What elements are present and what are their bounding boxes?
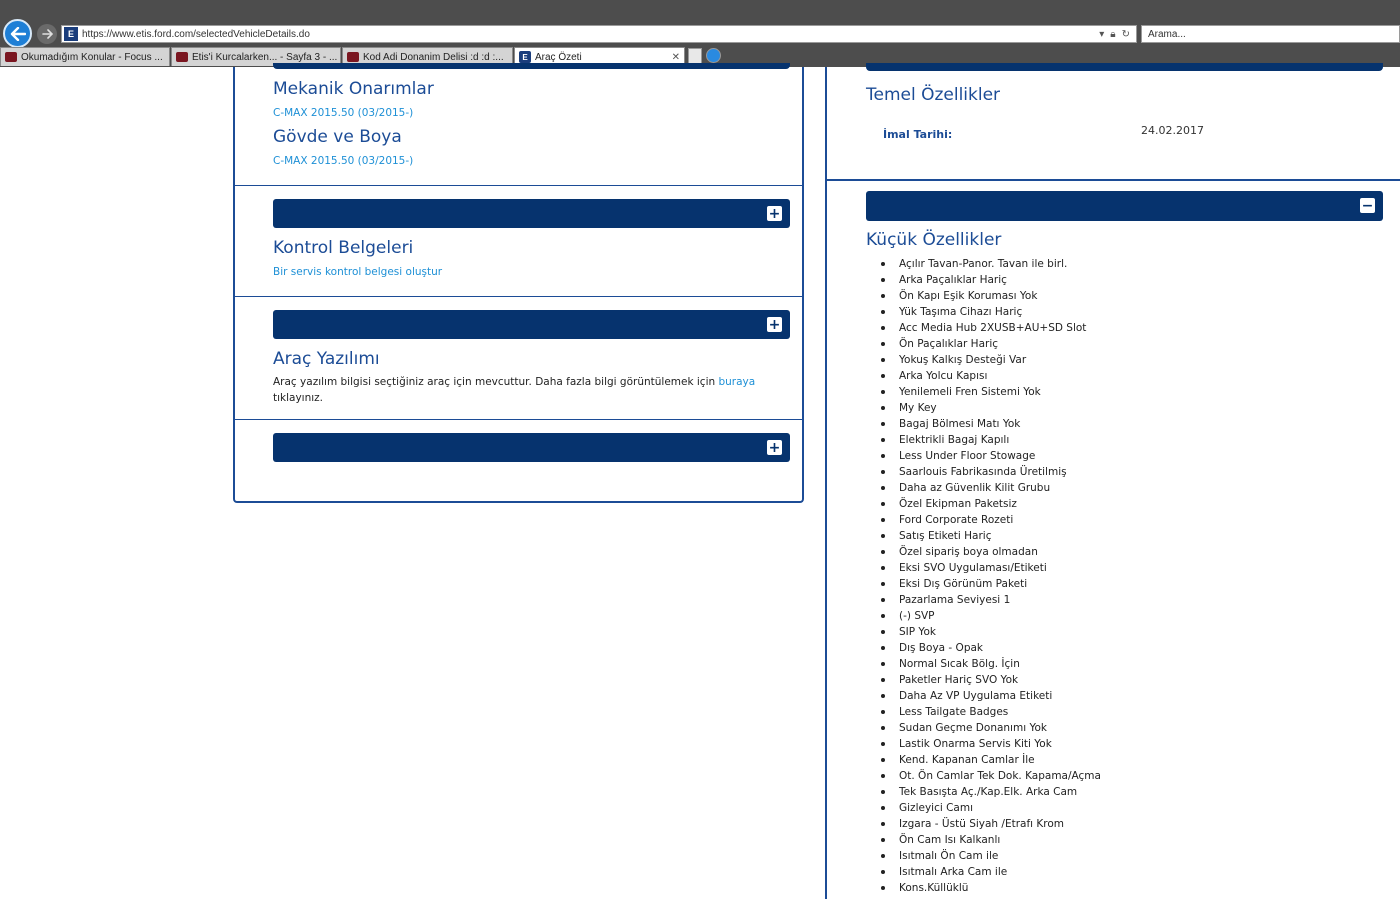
- forum-favicon-icon: [5, 52, 17, 62]
- forward-button[interactable]: [37, 24, 57, 44]
- feature-list-item: Normal Sıcak Bölg. İçin: [899, 656, 1101, 672]
- site-favicon-icon: E: [64, 27, 78, 41]
- back-button[interactable]: [3, 19, 32, 48]
- govde-link[interactable]: C-MAX 2015.50 (03/2015-): [273, 155, 414, 167]
- feature-list-item: Izgara - Üstü Siyah /Etrafı Krom: [899, 816, 1101, 832]
- divider: [827, 179, 1400, 181]
- feature-list-item: Ot. Ön Camlar Tek Dok. Kapama/Açma: [899, 770, 1101, 782]
- feature-list-item: Yokuş Kalkış Desteği Var: [899, 352, 1101, 368]
- feature-list-item: Paketler Hariç SVO Yok: [899, 672, 1101, 688]
- govde-title: Gövde ve Boya: [273, 127, 402, 147]
- new-tab-icon[interactable]: [688, 48, 702, 64]
- feature-list-item: My Key: [899, 400, 1101, 416]
- feature-list-item: Saarlouis Fabrikasında Üretilmiş: [899, 464, 1101, 480]
- dropdown-icon[interactable]: ▾: [1099, 28, 1105, 40]
- section-header-bar: [273, 63, 790, 69]
- yazilim-title: Araç Yazılımı: [273, 349, 380, 369]
- feature-list-item: Eksi SVO Uygulaması/Etiketi: [899, 560, 1101, 576]
- expand-plus-icon[interactable]: +: [768, 316, 781, 333]
- imal-tarihi-label: İmal Tarihi:: [883, 128, 953, 141]
- feature-list-item: Açılır Tavan-Panor. Tavan ile birl.: [899, 256, 1101, 272]
- tab-label: Araç Özeti: [535, 51, 582, 63]
- forum-favicon-icon: [347, 52, 359, 62]
- feature-list-item: Isıtmalı Arka Cam ile: [899, 864, 1101, 880]
- back-arrow-icon: [10, 27, 26, 41]
- divider: [235, 296, 802, 297]
- feature-list-item: Özel Ekipman Paketsiz: [899, 496, 1101, 512]
- yazilim-description: [273, 374, 773, 406]
- feature-list-item: Eksi Dış Görünüm Paketi: [899, 576, 1101, 592]
- extra-header-bar: [273, 433, 790, 462]
- temel-title: Temel Özellikler: [866, 85, 1001, 105]
- feature-list-item: Ford Corporate Rozeti: [899, 512, 1101, 528]
- feature-list-item: Acc Media Hub 2XUSB+AU+SD Slot: [899, 320, 1101, 336]
- left-panel: [233, 67, 804, 503]
- feature-list-item: Kons.Küllüklü: [899, 880, 1101, 896]
- yazilim-text: Araç yazılım bilgisi seçtiğiniz araç için mevcuttur. Daha fazla bilgi görüntülemek için: [273, 376, 719, 388]
- feature-list-item: Ön Kapı Eşik Koruması Yok: [899, 288, 1101, 304]
- divider: [235, 185, 802, 186]
- close-tab-icon[interactable]: ✕: [671, 51, 680, 63]
- etis-favicon-icon: E: [519, 51, 531, 63]
- tab-label: Kod Adi Donanim Delisi :d :d :...: [363, 51, 504, 63]
- feature-list-item: Lastik Onarma Servis Kiti Yok: [899, 736, 1101, 752]
- feature-list-item: Elektrikli Bagaj Kapılı: [899, 432, 1101, 448]
- feature-list-item: Ön Paçalıklar Hariç: [899, 336, 1101, 352]
- forward-arrow-icon: [42, 29, 53, 39]
- kontrol-header-bar: [273, 199, 790, 228]
- yazilim-header-bar: [273, 310, 790, 339]
- url-text[interactable]: https://www.etis.ford.com/selectedVehicleDetails.do: [82, 28, 310, 40]
- feature-list-item: Pazarlama Seviyesi 1: [899, 592, 1101, 608]
- browser-chrome: [0, 0, 1400, 67]
- feature-list-item: Satış Etiketi Hariç: [899, 528, 1101, 544]
- features-list: [899, 256, 1101, 896]
- feature-list-item: Daha Az VP Uygulama Etiketi: [899, 688, 1101, 704]
- feature-list-item: Ön Cam Isı Kalkanlı: [899, 832, 1101, 848]
- forum-favicon-icon: [176, 52, 188, 62]
- collapse-minus-icon[interactable]: −: [1361, 197, 1374, 214]
- tab-label: Etis'i Kurcalarken... - Sayfa 3 - ...: [192, 51, 338, 63]
- kucuk-header-bar: [866, 191, 1383, 221]
- feature-list-item: SIP Yok: [899, 624, 1101, 640]
- mekanik-link[interactable]: C-MAX 2015.50 (03/2015-): [273, 107, 414, 119]
- feature-list-item: Sudan Geçme Donanımı Yok: [899, 720, 1101, 736]
- ie-browser-icon[interactable]: [706, 48, 721, 63]
- section-header-bar: [866, 63, 1383, 71]
- buraya-link[interactable]: buraya: [718, 376, 756, 388]
- feature-list-item: Less Under Floor Stowage: [899, 448, 1101, 464]
- feature-list-item: Arka Paçalıklar Hariç: [899, 272, 1101, 288]
- divider: [235, 419, 802, 420]
- search-input[interactable]: Arama...: [1141, 25, 1400, 43]
- kontrol-link[interactable]: Bir servis kontrol belgesi oluştur: [273, 266, 443, 278]
- kucuk-title: Küçük Özellikler: [866, 230, 1002, 250]
- feature-list-item: Özel sipariş boya olmadan: [899, 544, 1101, 560]
- feature-list-item: Daha az Güvenlik Kilit Grubu: [899, 480, 1101, 496]
- feature-list-item: Tek Basışta Aç./Kap.Elk. Arka Cam: [899, 784, 1101, 800]
- tab-label: Okumadığım Konular - Focus ...: [21, 51, 163, 63]
- expand-plus-icon[interactable]: +: [768, 439, 781, 456]
- feature-list-item: Yenilemeli Fren Sistemi Yok: [899, 384, 1101, 400]
- mekanik-title: Mekanik Onarımlar: [273, 79, 434, 99]
- imal-tarihi-value: 24.02.2017: [1141, 124, 1204, 137]
- yazilim-text-end: tıklayınız.: [273, 392, 324, 404]
- feature-list-item: Dış Boya - Opak: [899, 640, 1101, 656]
- address-bar[interactable]: [61, 25, 1137, 43]
- lock-icon[interactable]: 🔒︎: [1110, 28, 1116, 40]
- feature-list-item: Isıtmalı Ön Cam ile: [899, 848, 1101, 864]
- feature-list-item: Gizleyici Camı: [899, 800, 1101, 816]
- feature-list-item: (-) SVP: [899, 608, 1101, 624]
- expand-plus-icon[interactable]: +: [768, 205, 781, 222]
- feature-list-item: Less Tailgate Badges: [899, 704, 1101, 720]
- right-panel: [825, 67, 1400, 899]
- tab-okumadigim[interactable]: [0, 47, 170, 66]
- refresh-icon[interactable]: ↻: [1121, 28, 1130, 40]
- feature-list-item: Yük Taşıma Cihazı Hariç: [899, 304, 1101, 320]
- kontrol-title: Kontrol Belgeleri: [273, 238, 414, 258]
- feature-list-item: Kend. Kapanan Camlar İle: [899, 752, 1101, 768]
- feature-list-item: Arka Yolcu Kapısı: [899, 368, 1101, 384]
- feature-list-item: Bagaj Bölmesi Matı Yok: [899, 416, 1101, 432]
